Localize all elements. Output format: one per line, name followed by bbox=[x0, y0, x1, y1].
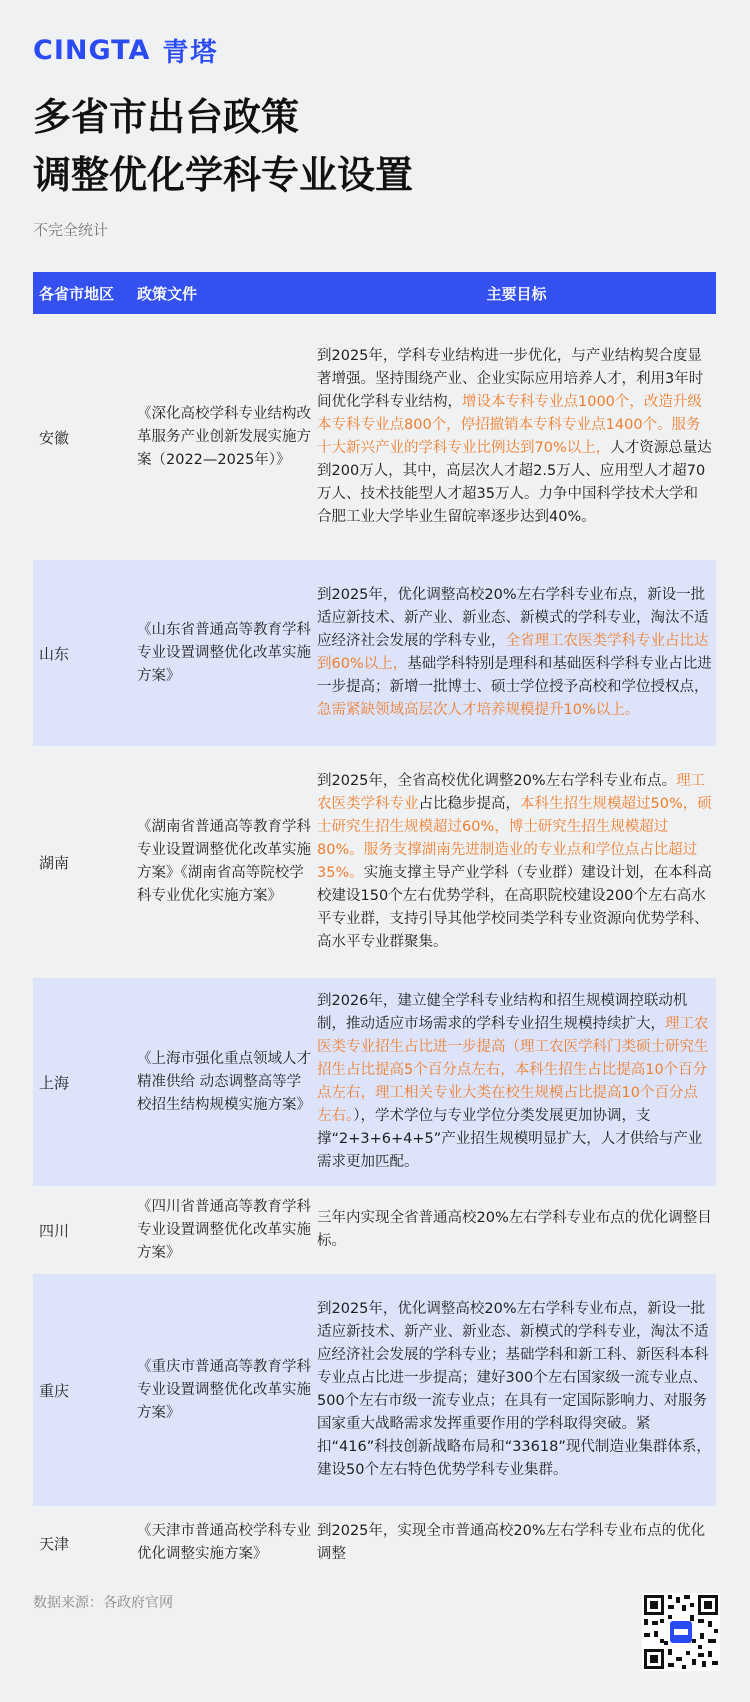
row-region: 上海 bbox=[39, 1073, 70, 1092]
goal-text: 基础学科特别是理科和基础医科学科专业占比进一步提高；新增一批博士、硕士学位授予高校和学位授权点， bbox=[317, 656, 712, 695]
row-region: 重庆 bbox=[39, 1381, 70, 1400]
goal-text: 人才资源总量达到200万人，其中，高层次人才超2.5万人、应用型人才超70万人、技术技能型人才超35万人。力争中国科学技术大学和合肥工业大学毕业生留皖率逐步达到40%。 bbox=[317, 440, 712, 525]
table-row bbox=[33, 978, 716, 1186]
row-goal bbox=[317, 1298, 716, 1482]
row-doc: 《四川省普通高等教育学科专业设置调整优化改革实施方案》 bbox=[137, 1198, 311, 1261]
goal-highlight-text: 增设本专科专业点1000个，改造升级本专科专业点800个，停招撤销本专科专业点1400个。 bbox=[317, 394, 702, 433]
table-row bbox=[33, 1274, 716, 1506]
goal-text: 到2025年，优化调整高校20%左右学科专业布点，新设一批适应新技术、新产业、新业态、新模式的学科专业，淘汰不适应经济社会发展的学科专业；基础学科和新工科、新医科本科专业点占比进一步提高；建好300个左右国家级一流专业点、500个左右市级一流专业点；在具有一定国际影响力、对服务国家重大战略需求发挥重要作用的学科取得突破。紧扣“416”科技创新战略布局和“33618”现代制造业集群体系，建设50个左右特色优势学科专业集群。 bbox=[317, 1301, 711, 1478]
table-row bbox=[33, 746, 716, 978]
row-region: 四川 bbox=[39, 1221, 70, 1240]
goal-highlight-text: 全省理工农医类学科专业占比达到60%以上， bbox=[317, 633, 709, 672]
goal-text: 到2025年，实现全市普通高校20%左右学科专业布点的优化调整 bbox=[317, 1523, 706, 1562]
goal-highlight-text: 本科生招生规模超过50%，硕士研究生招生规模超过60%，博士研究生招生规模超过80%。服务支撑湖南先进制造业的专业点和学位点占比超过35%。 bbox=[317, 796, 712, 881]
page-title bbox=[33, 88, 413, 204]
goal-highlight-text: 服务十大新兴产业的学科专业比例达到70%以上， bbox=[317, 417, 701, 456]
row-doc: 《重庆市普通高等教育学科专业设置调整优化改革实施方案》 bbox=[137, 1358, 311, 1421]
subtitle: 不完全统计 bbox=[33, 221, 109, 239]
row-doc: 《湖南省普通高等教育学科专业设置调整优化改革实施方案》《湖南省高等院校学科专业优化实施方案》 bbox=[137, 819, 311, 904]
header-goal: 主要目标 bbox=[486, 284, 547, 303]
row-goal bbox=[317, 990, 716, 1174]
row-doc: 《上海市强化重点领域人才精准供给 动态调整高等学校招生结构规模实施方案》 bbox=[137, 1050, 311, 1113]
qr-code-icon bbox=[642, 1593, 720, 1671]
row-goal bbox=[317, 1207, 716, 1253]
goal-text: 占比稳步提高， bbox=[418, 796, 520, 812]
goal-highlight-text: 理工农医类专业招生占比进一步提高（理工农医学科门类硕士研究生招生占比提高5个百分点左右，本科生招生占比提高10个百分点左右，理工相关专业大类在校生规模占比提高10个百分点左右。 bbox=[317, 1016, 709, 1124]
title-line-1: 多省市出台政策 bbox=[33, 95, 300, 139]
table-header bbox=[33, 272, 716, 314]
header-doc: 政策文件 bbox=[137, 284, 198, 303]
row-goal bbox=[317, 770, 716, 954]
row-region: 湖南 bbox=[39, 853, 70, 872]
row-goal bbox=[317, 1520, 716, 1566]
row-region: 山东 bbox=[39, 644, 70, 663]
goal-highlight-text: 理工农医类学科专业 bbox=[317, 773, 706, 812]
brand-name-en: CINGTA bbox=[33, 35, 151, 66]
brand-name-cn: 青塔 bbox=[162, 38, 219, 68]
row-doc: 《山东省普通高等教育学科专业设置调整优化改革实施方案》 bbox=[137, 621, 311, 684]
policy-table bbox=[33, 272, 716, 1580]
goal-text: 到2025年，优化调整高校20%左右学科专业布点，新设一批适应新技术、新产业、新业态、新模式的学科专业，淘汰不适应经济社会发展的学科专业， bbox=[317, 587, 709, 649]
data-source: 数据来源：各政府官网 bbox=[33, 1595, 173, 1611]
table-row bbox=[33, 560, 716, 746]
title-line-2: 调整优化学科专业设置 bbox=[33, 153, 414, 197]
header-region: 各省市地区 bbox=[39, 284, 115, 303]
goal-text: 到2025年，全省高校优化调整20%左右学科专业布点。 bbox=[317, 773, 677, 789]
row-doc: 《深化高校学科专业结构改革服务产业创新发展实施方案（2022—2025年）》 bbox=[137, 405, 311, 468]
table-row bbox=[33, 1186, 716, 1274]
table-row bbox=[33, 1506, 716, 1580]
row-region: 天津 bbox=[39, 1534, 70, 1553]
goal-text: 到2025年，学科专业结构进一步优化，与产业结构契合度显著增强。坚持围绕产业、企业实际应用培养人才，利用3年时间优化学科专业结构， bbox=[317, 348, 704, 410]
row-doc: 《天津市普通高校学科专业优化调整实施方案》 bbox=[137, 1523, 311, 1562]
table-row bbox=[33, 314, 716, 560]
goal-text: 实施支撑主导产业学科（专业群）建设计划，在本科高校建设150个左右优势学科，在高职院校建设200个左右高水平专业群，支持引导其他学校同类学科专业资源向优势学科、高水平专业群聚集。 bbox=[317, 865, 712, 950]
goal-text: 到2026年，建立健全学科专业结构和招生规模调控联动机制，推动适应市场需求的学科专业招生规模持续扩大， bbox=[317, 993, 688, 1032]
brand-logo bbox=[33, 32, 218, 69]
goal-text: ），学术学位与专业学位分类发展更加协调，支撑“2+3+6+4+5”产业招生规模明显扩大，人才供给与产业需求更加匹配。 bbox=[317, 1108, 703, 1170]
row-region: 安徽 bbox=[39, 428, 70, 447]
row-goal bbox=[317, 584, 716, 722]
goal-highlight-text: 急需紧缺领域高层次人才培养规模提升10%以上。 bbox=[317, 702, 640, 718]
row-goal bbox=[317, 345, 716, 529]
goal-text: 三年内实现全省普通高校20%左右学科专业布点的优化调整目标。 bbox=[317, 1210, 712, 1249]
